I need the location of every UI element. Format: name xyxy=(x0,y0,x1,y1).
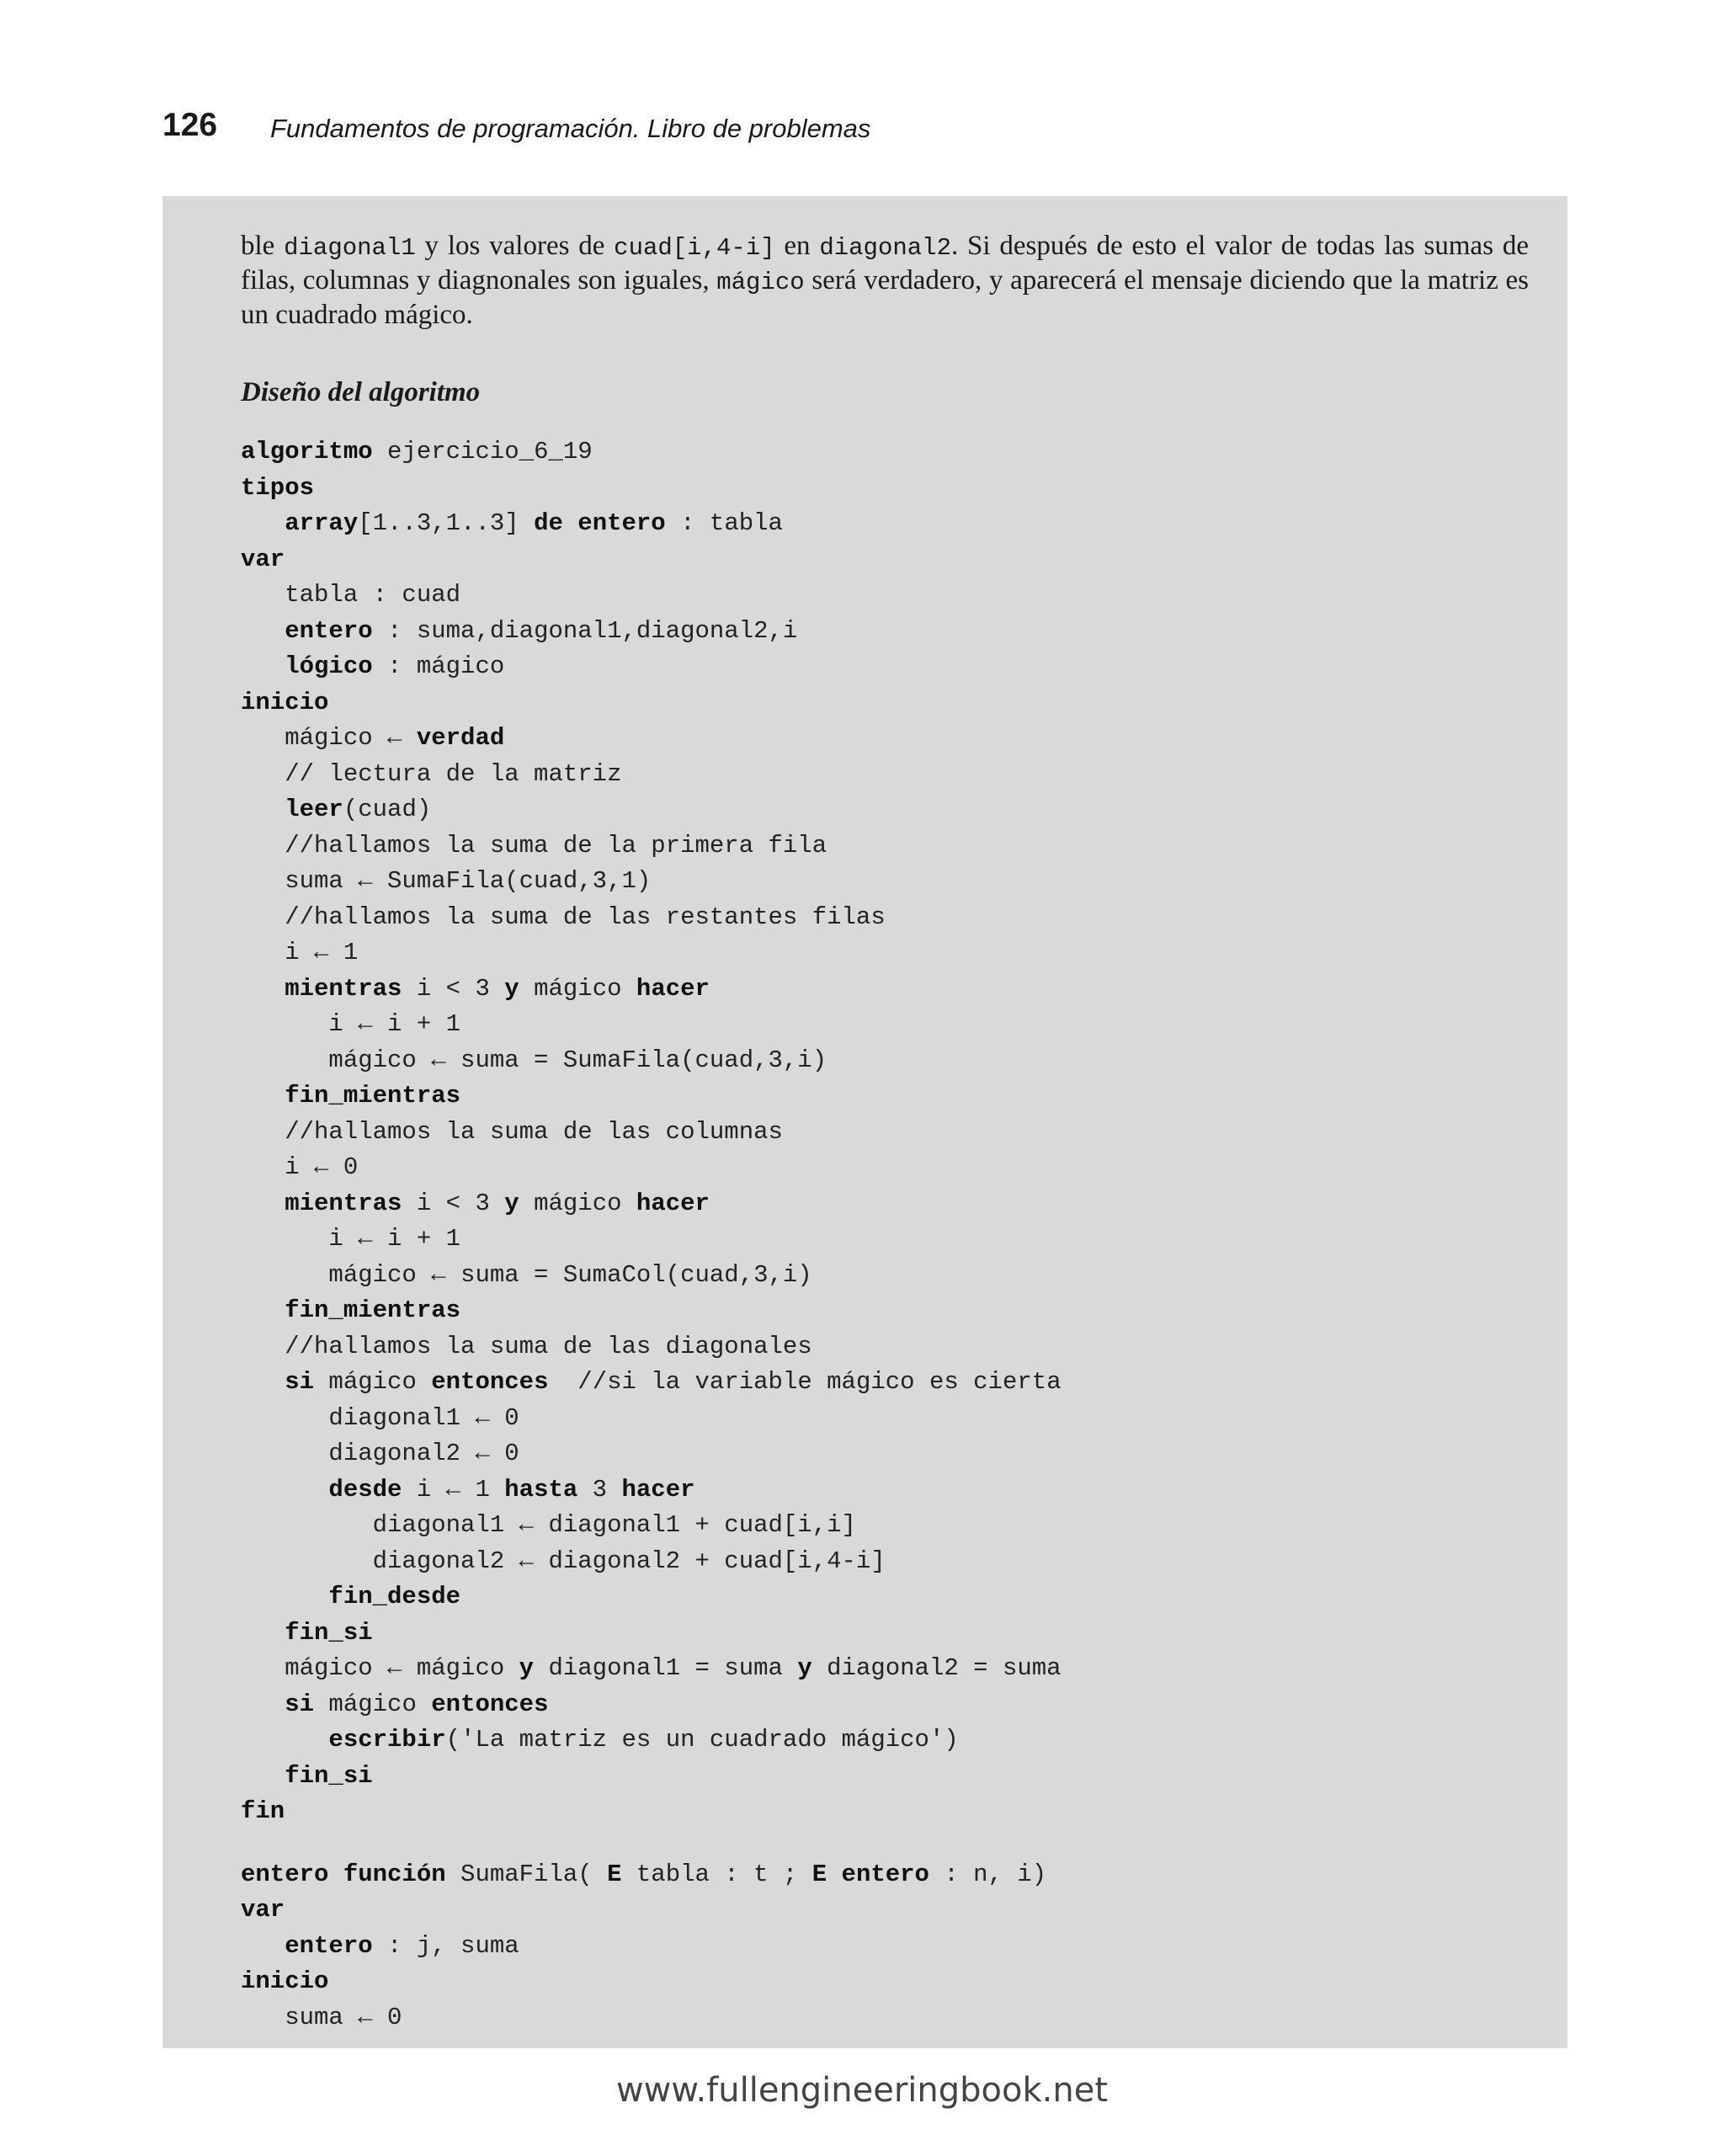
code-text: diagonal1 = suma xyxy=(534,1654,798,1682)
code-keyword: fin_mientras xyxy=(285,1082,461,1110)
code-text xyxy=(241,617,285,645)
code-line xyxy=(241,1222,1529,1258)
intro-text: será verdadero, y aparecerá el mensaje diciendo que la matriz es un cuadrado mágico. xyxy=(241,265,1529,330)
inline-code: diagonal2 xyxy=(819,234,951,262)
code-text: (cuad) xyxy=(343,796,432,823)
code-text: 3 xyxy=(577,1475,622,1504)
code-text: ('La matriz es un cuadrado mágico') xyxy=(445,1726,959,1754)
code-line xyxy=(241,2000,1529,2036)
code-text xyxy=(241,1619,285,1647)
code-keyword: y xyxy=(797,1654,812,1682)
code-text: diagonal2 ← diagonal2 + cuad[i,4-i] xyxy=(241,1546,886,1575)
code-text: mágico xyxy=(519,1189,636,1217)
code-line xyxy=(241,1579,1529,1616)
code-text: : mágico xyxy=(372,652,505,680)
code-keyword: lógico xyxy=(285,652,373,680)
intro-text: . Si después de esto el valor de todas las sumas de filas, columnas y diagnonales son iguales, xyxy=(241,231,1529,295)
inline-code: cuad[i,4-i] xyxy=(614,234,775,262)
code-line xyxy=(241,434,1529,471)
code-line xyxy=(241,1365,1529,1401)
code-line xyxy=(241,1293,1529,1329)
code-line xyxy=(241,828,1529,865)
code-keyword: fin_si xyxy=(285,1761,373,1790)
code-text xyxy=(241,1190,285,1217)
code-keyword: entero xyxy=(285,616,373,645)
code-text: suma ← 0 xyxy=(241,2003,402,2031)
code-text: mágico xyxy=(314,1368,432,1396)
code-line xyxy=(241,685,1529,721)
code-text: tabla : t ; xyxy=(621,1860,812,1888)
code-text xyxy=(241,1296,285,1324)
code-text: mágico ← suma = SumaFila(cuad,3,i) xyxy=(241,1046,827,1074)
code-keyword: entero xyxy=(285,1931,373,1960)
code-keyword: desde xyxy=(328,1475,402,1504)
intro-text: y los valores de xyxy=(415,231,615,261)
code-text: i ← i + 1 xyxy=(241,1010,461,1038)
code-line xyxy=(241,506,1529,542)
code-line xyxy=(241,1722,1529,1759)
code-keyword: leer xyxy=(285,796,343,823)
section-title: Diseño del algoritmo xyxy=(241,377,481,407)
code-keyword: array xyxy=(285,509,359,537)
code-text: tabla : cuad xyxy=(241,581,461,609)
code-keyword: mientras xyxy=(285,1189,402,1217)
code-text: suma ← SumaFila(cuad,3,1) xyxy=(241,867,652,895)
code-text: : tabla xyxy=(665,509,783,537)
code-line xyxy=(241,1078,1529,1115)
algorithm-code-block xyxy=(241,434,1529,1830)
code-line xyxy=(241,1857,1529,1893)
code-line xyxy=(241,471,1529,507)
footer-url: www.fullengineeringbook.net xyxy=(615,2071,1109,2110)
code-keyword: E entero xyxy=(811,1860,929,1888)
code-text: i ← 0 xyxy=(241,1153,359,1181)
code-keyword: y xyxy=(504,1189,519,1217)
code-keyword: hacer xyxy=(636,974,710,1003)
code-keyword: y xyxy=(504,974,519,1003)
inline-code: diagonal1 xyxy=(284,234,416,262)
code-keyword: entonces xyxy=(431,1368,549,1396)
code-text: i < 3 xyxy=(402,1189,505,1217)
code-keyword: y xyxy=(519,1654,535,1682)
code-keyword: E xyxy=(607,1860,622,1888)
code-text: i ← 1 xyxy=(241,939,359,966)
code-line xyxy=(241,614,1529,650)
code-text: SumaFila( xyxy=(445,1860,608,1888)
code-keyword: fin_si xyxy=(285,1618,373,1647)
code-keyword: verdad xyxy=(416,724,505,752)
page-header xyxy=(162,105,1562,147)
code-text: mágico xyxy=(519,974,636,1003)
code-line xyxy=(241,1401,1529,1437)
code-keyword: entero función xyxy=(241,1860,446,1888)
code-text: //hallamos la suma de las diagonales xyxy=(241,1332,812,1360)
code-keyword: entonces xyxy=(431,1690,549,1718)
code-line xyxy=(241,1794,1529,1830)
content-body xyxy=(241,230,1529,2036)
code-text: mágico ← xyxy=(241,724,417,752)
code-keyword: hacer xyxy=(621,1475,695,1504)
code-line xyxy=(241,1258,1529,1294)
code-line xyxy=(241,1964,1529,2000)
code-keyword: tipos xyxy=(241,473,315,502)
code-line xyxy=(241,1115,1529,1151)
code-keyword: escribir xyxy=(328,1726,446,1754)
code-line xyxy=(241,721,1529,757)
code-text: //hallamos la suma de la primera fila xyxy=(241,831,827,860)
intro-text: ble xyxy=(241,231,285,261)
code-text xyxy=(241,1690,285,1718)
book-title: Fundamentos de programación. Libro de problemas xyxy=(270,114,871,143)
code-line xyxy=(241,864,1529,900)
code-text: //hallamos la suma de las restantes filas xyxy=(241,902,886,931)
inline-code: mágico xyxy=(716,269,805,296)
code-line xyxy=(241,1186,1529,1222)
code-text xyxy=(241,509,285,537)
code-text: diagonal2 = suma xyxy=(811,1654,1062,1682)
code-line xyxy=(241,1759,1529,1795)
code-text xyxy=(241,796,285,823)
code-keyword: de entero xyxy=(534,509,666,537)
code-keyword: hacer xyxy=(636,1189,710,1217)
code-text xyxy=(241,975,285,1003)
code-text: ejercicio_6_19 xyxy=(372,438,593,466)
code-keyword: fin_desde xyxy=(328,1583,461,1610)
code-text: : suma,diagonal1,diagonal2,i xyxy=(372,616,798,645)
code-line xyxy=(241,1687,1529,1723)
code-text: i ← 1 xyxy=(402,1475,505,1504)
code-text: mágico ← mágico xyxy=(241,1654,519,1682)
function-code-block xyxy=(241,1857,1529,2036)
code-keyword: si xyxy=(285,1368,315,1396)
code-line xyxy=(241,1329,1529,1365)
code-line xyxy=(241,542,1529,578)
code-text xyxy=(241,1368,285,1396)
code-text: i < 3 xyxy=(402,974,505,1003)
code-keyword: var xyxy=(241,545,285,573)
code-keyword: inicio xyxy=(241,1967,329,1995)
code-keyword: fin xyxy=(241,1797,285,1825)
code-line xyxy=(241,1892,1529,1929)
code-gap xyxy=(241,1830,1529,1857)
code-line xyxy=(241,1472,1529,1509)
code-text: diagonal1 ← 0 xyxy=(241,1403,519,1432)
code-text xyxy=(241,1583,328,1610)
code-text: mágico xyxy=(314,1690,432,1718)
code-text: //hallamos la suma de las columnas xyxy=(241,1117,783,1146)
code-text: mágico ← suma = SumaCol(cuad,3,i) xyxy=(241,1260,812,1289)
code-text: [1..3,1..3] xyxy=(358,509,535,537)
code-line xyxy=(241,1436,1529,1472)
code-text xyxy=(241,1082,285,1110)
code-text: : n, i) xyxy=(929,1860,1047,1888)
intro-text: en xyxy=(774,231,820,261)
code-line xyxy=(241,1043,1529,1079)
code-line xyxy=(241,1150,1529,1186)
code-line xyxy=(241,1651,1529,1687)
code-line xyxy=(241,935,1529,972)
code-line xyxy=(241,900,1529,936)
code-text: // lectura de la matriz xyxy=(241,759,622,788)
code-text xyxy=(241,1476,328,1504)
code-text xyxy=(241,1726,328,1754)
code-text xyxy=(241,1932,285,1960)
code-line xyxy=(241,792,1529,828)
code-line xyxy=(241,578,1529,614)
code-line xyxy=(241,649,1529,685)
code-line xyxy=(241,1508,1529,1544)
code-text: //si la variable mágico es cierta xyxy=(548,1368,1062,1396)
code-keyword: si xyxy=(285,1690,315,1718)
code-keyword: hasta xyxy=(504,1475,578,1504)
code-line xyxy=(241,972,1529,1008)
content-panel xyxy=(162,196,1567,2048)
code-text xyxy=(241,1762,285,1790)
code-text: diagonal1 ← diagonal1 + cuad[i,i] xyxy=(241,1511,856,1539)
intro-paragraph xyxy=(241,230,1529,332)
code-text: diagonal2 ← 0 xyxy=(241,1440,519,1467)
code-keyword: var xyxy=(241,1896,285,1924)
code-text: i ← i + 1 xyxy=(241,1225,461,1253)
code-text: : j, suma xyxy=(372,1931,519,1960)
code-line xyxy=(241,1544,1529,1580)
code-line xyxy=(241,757,1529,793)
code-keyword: algoritmo xyxy=(241,438,373,466)
code-line xyxy=(241,1007,1529,1043)
code-line xyxy=(241,1616,1529,1652)
code-keyword: mientras xyxy=(285,974,402,1003)
code-keyword: fin_mientras xyxy=(285,1296,461,1324)
code-line xyxy=(241,1929,1529,1965)
code-keyword: inicio xyxy=(241,688,329,716)
code-text xyxy=(241,652,285,680)
page-number: 126 xyxy=(162,107,218,143)
